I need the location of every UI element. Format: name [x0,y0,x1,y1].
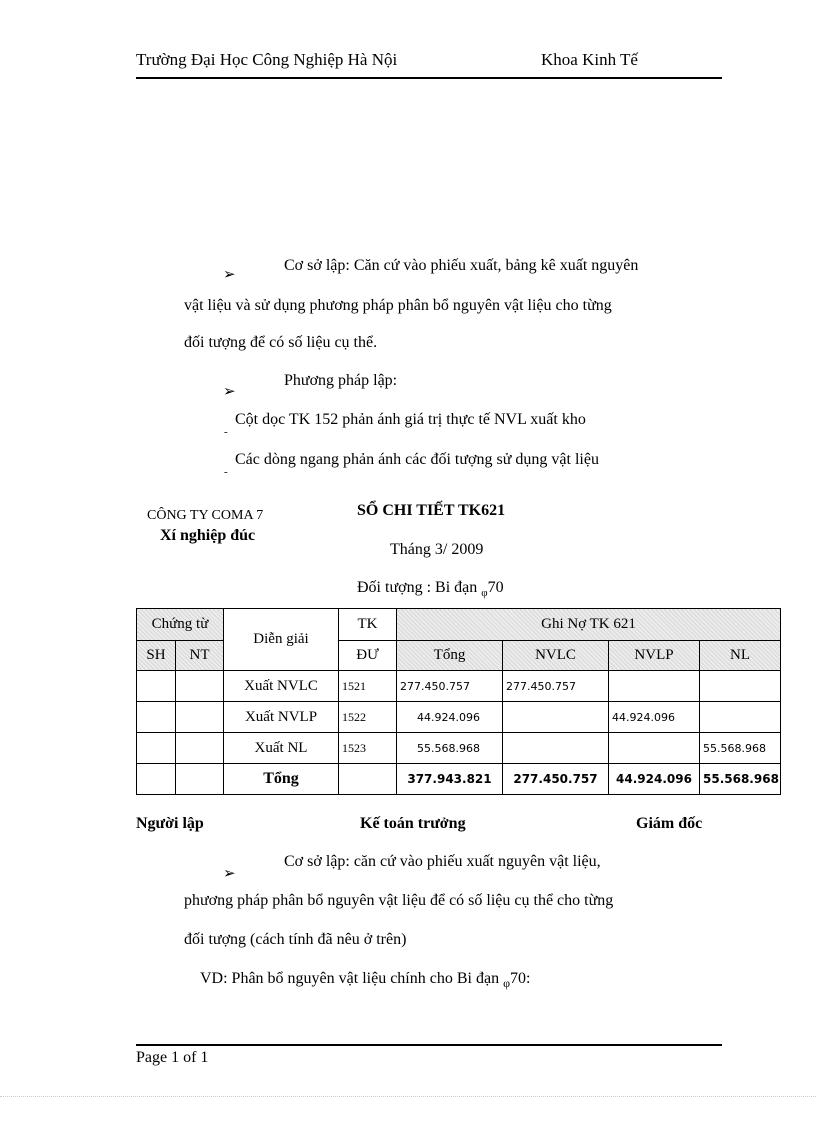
table-row [137,671,781,702]
row-nvlc [503,702,609,733]
col-header-nl: NL [700,641,781,671]
ledger-object-prefix: Đối tượng : Bi đạn [357,579,482,596]
header-rule [136,77,722,79]
method-line-2: Các dòng ngang phản ánh các đối tượng sử dụng vật liệu [235,451,599,468]
row-account: 1523 [339,733,397,764]
company-unit: Xí nghiệp đúc [160,527,256,544]
row-nl [700,702,781,733]
method-heading: Phương pháp lập: [284,372,398,389]
signature-accountant: Kế toán trưởng [360,815,466,832]
total-nl: 55.568.968 [700,764,781,795]
basis2-line-2: phương pháp phân bổ nguyên vật liệu để có số liệu cụ thể cho từng [184,892,614,909]
ledger-object-num: 70 [487,579,504,596]
table-total-row [137,764,781,795]
row-nvlc [503,733,609,764]
row-total: 277.450.757 [397,671,503,702]
col-header-sh: SH [137,641,176,671]
row-nl [700,671,781,702]
total-nvlc: 277.450.757 [503,764,609,795]
ledger-title: SỔ CHI TIẾT TK621 [357,502,506,519]
total-label: Tổng [224,764,339,795]
row-nl: 55.568.968 [700,733,781,764]
dash-icon: - [224,466,228,478]
bullet-arrow-icon: ➢ [223,384,236,400]
signature-preparer: Người lập [136,815,204,832]
row-nvlp [609,733,700,764]
row-account: 1522 [339,702,397,733]
signature-director: Giám đốc [636,815,703,832]
ledger-object [357,579,504,599]
ledger-month: Tháng 3/ 2009 [390,541,484,558]
example-line [200,970,530,991]
row-description: Xuất NL [224,733,339,764]
page-number: Page 1 of 1 [136,1049,209,1066]
example-prefix: VD: Phân bổ nguyên vật liệu chính cho Bi đạn [200,970,504,987]
table-row [137,702,781,733]
col-header-tong: Tổng [397,641,503,671]
bullet-arrow-icon: ➢ [223,866,236,882]
method-line-1: Cột dọc TK 152 phản ánh giá trị thực tế NVL xuất kho [235,411,586,428]
phi-symbol: φ [503,976,510,991]
col-header-debit: Ghi Nợ TK 621 [397,609,781,641]
row-nvlc: 277.450.757 [503,671,609,702]
footer-rule [136,1044,722,1046]
col-header-nt: NT [176,641,224,671]
col-header-voucher: Chứng từ [137,609,224,641]
page-edge [0,1096,816,1097]
row-description: Xuất NVLP [224,702,339,733]
table-row [137,733,781,764]
basis2-line-3: đối tượng (cách tính đã nêu ở trên) [184,931,407,948]
basis-line-2: vật liệu và sử dụng phương pháp phân bổ nguyên vật liệu cho từng [184,297,612,314]
row-nvlp: 44.924.096 [609,702,700,733]
header-faculty: Khoa Kinh Tế [541,50,638,69]
col-header-nvlc: NVLC [503,641,609,671]
phi-symbol: φ [481,587,488,600]
row-nvlp [609,671,700,702]
dash-icon: - [224,426,228,438]
row-account: 1521 [339,671,397,702]
bullet-arrow-icon: ➢ [223,267,236,283]
row-total: 44.924.096 [397,702,503,733]
row-description: Xuất NVLC [224,671,339,702]
header-school: Trường Đại Học Công Nghiệp Hà Nội [136,50,398,69]
total-tong: 377.943.821 [397,764,503,795]
row-total: 55.568.968 [397,733,503,764]
ledger-table [136,608,781,795]
col-header-du: ĐƯ [339,641,397,671]
col-header-tk: TK [339,609,397,641]
company-name: CÔNG TY COMA 7 [147,508,264,523]
example-num: 70: [510,970,531,987]
col-header-nvlp: NVLP [609,641,700,671]
col-header-description: Diễn giải [224,609,339,671]
basis-line-1: Cơ sở lập: Căn cứ vào phiếu xuất, bảng kê xuất nguyên [284,257,639,274]
basis2-line-1: Cơ sở lập: căn cứ vào phiếu xuất nguyên vật liệu, [284,853,601,870]
total-nvlp: 44.924.096 [609,764,700,795]
basis-line-3: đối tượng để có số liệu cụ thể. [184,334,378,351]
